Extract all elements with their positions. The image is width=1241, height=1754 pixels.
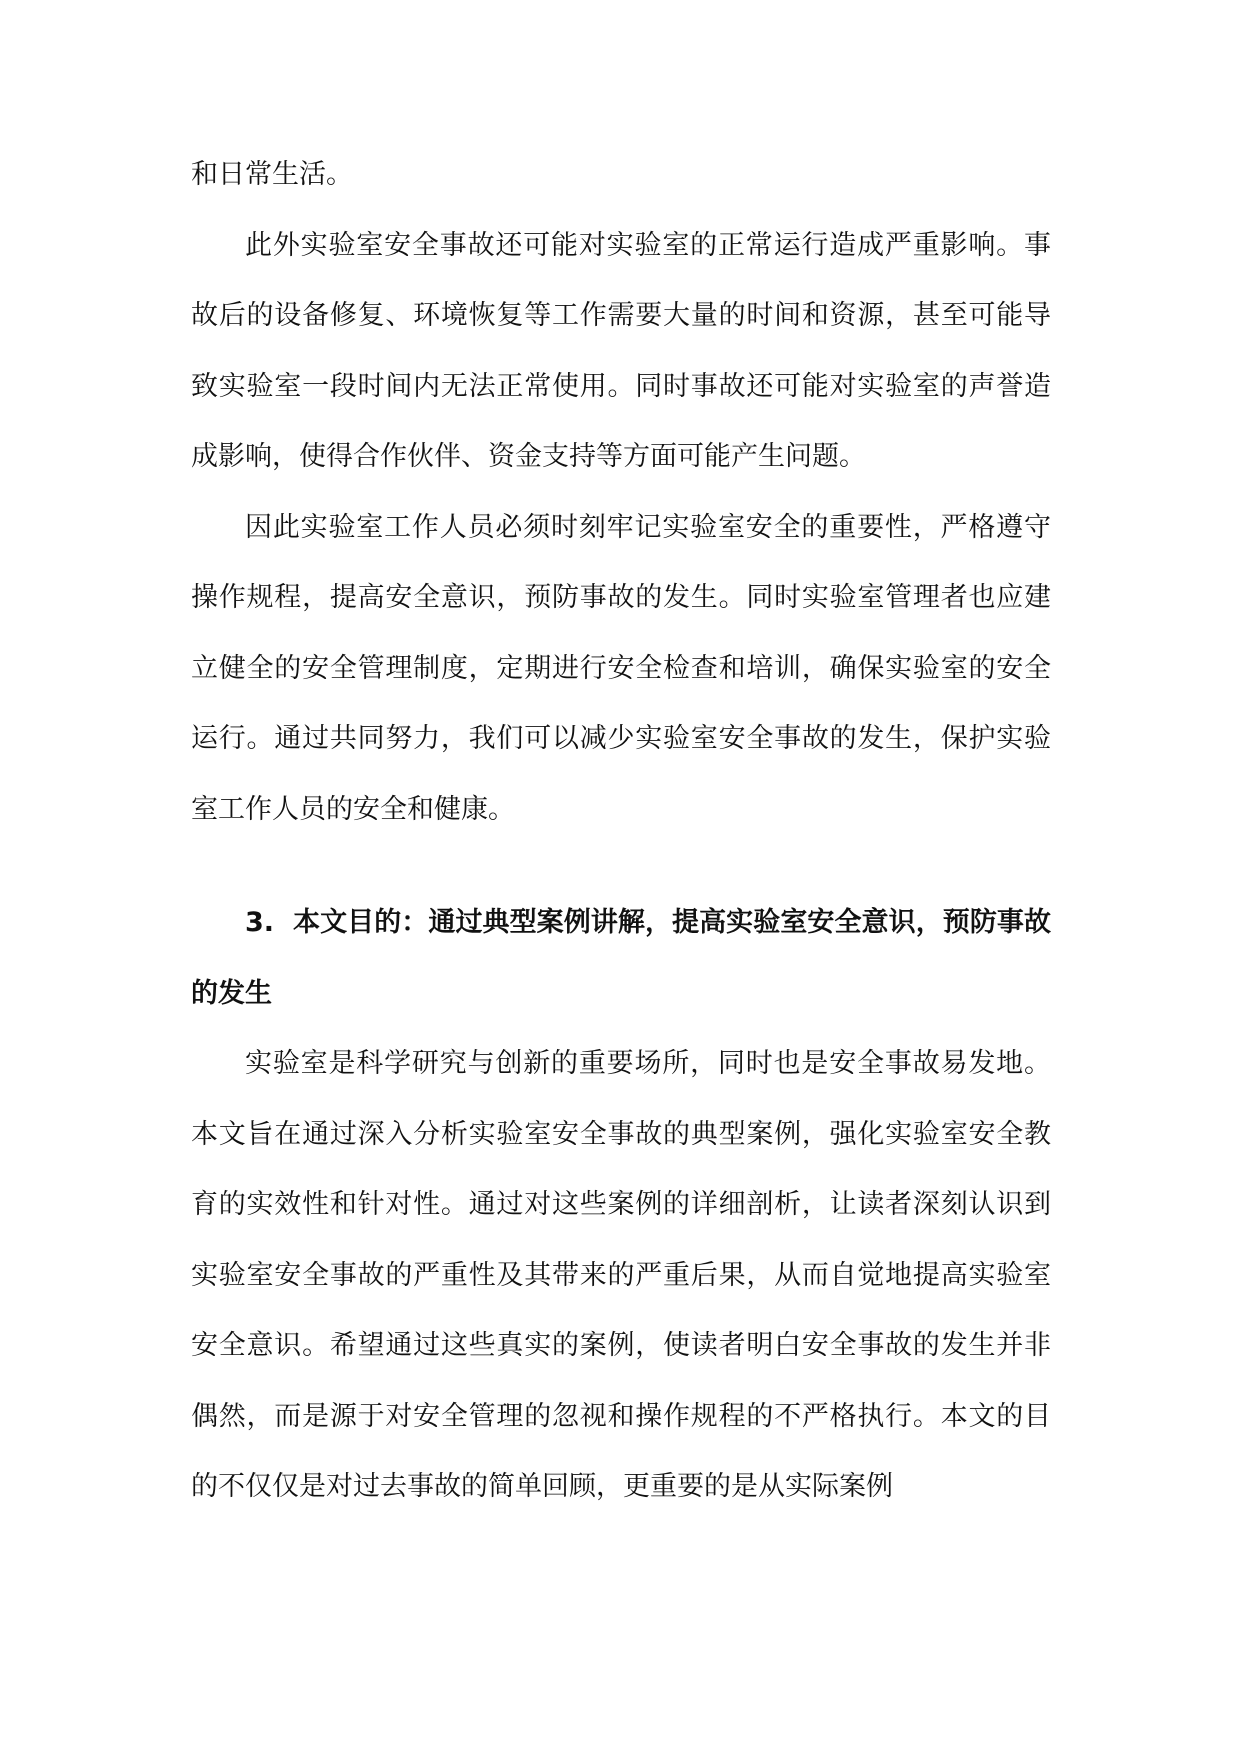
paragraph-accident-impact: 此外实验室安全事故还可能对实验室的正常运行造成严重影响。事故后的设备修复、环境恢复等工作需要大量的时间和资源，甚至可能导致实验室一段时间内无法正常使用。同时事故还可能对实验室的声誉造成影响，使得合作伙伴、资金支持等方面可能产生问题。 xyxy=(191,229,1051,472)
paragraph-safety-awareness: 因此实验室工作人员必须时刻牢记实验室安全的重要性，严格遵守操作规程，提高安全意识，预防事故的发生。同时实验室管理者也应建立健全的安全管理制度，定期进行安全检查和培训，确保实验室的安全运行。通过共同努力，我们可以减少实验室安全事故的发生，保护实验室工作人员的安全和健康。 xyxy=(191,511,1051,825)
section-heading xyxy=(191,888,1051,1029)
section-number: 3. xyxy=(245,907,275,938)
document-page xyxy=(191,140,1051,1523)
paragraph-purpose: 实验室是科学研究与创新的重要场所，同时也是安全事故易发地。本文旨在通过深入分析实验室安全事故的典型案例，强化实验室安全教育的实效性和针对性。通过对这些案例的详细剖析，让读者深刻认识到实验室安全事故的严重性及其带来的严重后果，从而自觉地提高实验室安全意识。希望通过这些真实的案例，使读者明白安全事故的发生并非偶然，而是源于对安全管理的忽视和操作规程的不严格执行。本文的目的不仅仅是对过去事故的简单回顾，更重要的是从实际案例 xyxy=(191,1048,1051,1502)
section-title: 本文目的：通过典型案例讲解，提高实验室安全意识，预防事故的发生 xyxy=(191,907,1051,1009)
continuation-text: 和日常生活。 xyxy=(191,159,353,190)
